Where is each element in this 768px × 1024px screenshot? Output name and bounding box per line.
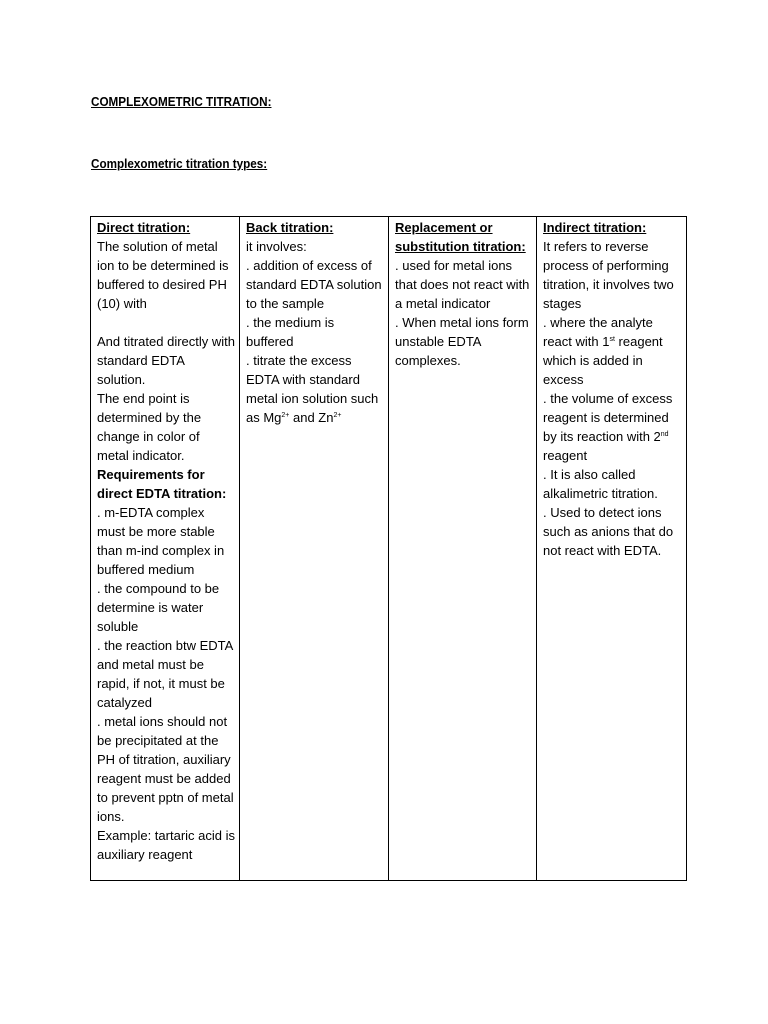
indirect-text-line: . It is also called alkalimetric titration. [543,467,658,501]
table-row [91,217,687,881]
indirect-text-fragment: reagent [543,448,588,463]
indirect-text-fragment: . the volume of excess reagent is determined by its reaction with 2 [543,391,673,444]
replacement-titration-cell [389,217,537,881]
section-heading: Complexometric titration types: [91,156,268,171]
indirect-text-line [543,389,682,465]
direct-text-p2: And titrated directly with standard EDTA solution. [97,334,236,387]
back-text-fragment: and Zn [289,410,334,425]
indirect-text-line: It refers to reverse process of performing titration, it involves two stages [543,239,674,311]
requirement-item: . the reaction btw EDTA and metal must be rapid, if not, it must be catalyzed [97,638,233,710]
back-text-line [246,351,384,427]
direct-titration-cell [91,217,240,881]
superscript: 2+ [281,412,290,419]
requirement-item: . the compound to be determine is water soluble [97,581,220,634]
requirement-item: . m-EDTA complex must be more stable than m-ind complex in buffered medium [97,505,225,577]
titration-types-table [90,216,687,881]
back-text-line: . the medium is buffered [246,315,335,349]
indirect-titration-header: Indirect titration: [543,220,647,235]
indirect-titration-cell [537,217,687,881]
example-text: Example: tartaric acid is auxiliary reagent [97,828,235,862]
superscript: 2+ [333,412,342,419]
direct-text-p3: The end point is determined by the change in color of metal indicator. [97,391,202,463]
requirements-heading: Requirements for direct EDTA titration: [97,467,227,501]
paragraph-gap [97,313,235,332]
indirect-text-fragment: reagent which is added in excess [543,334,663,387]
back-text-fragment: . titrate the excess EDTA with standard metal ion solution such as Mg [246,353,379,425]
replacement-titration-header: Replacement or substitution titration: [395,220,526,254]
replacement-text-line: . used for metal ions that does not react with a metal indicator [395,258,530,311]
back-text-line: it involves: [246,239,307,254]
direct-text-p1: The solution of metal ion to be determined is buffered to desired PH (10) with [97,239,229,311]
back-titration-cell [240,217,389,881]
replacement-text-line: . When metal ions form unstable EDTA complexes. [395,315,529,368]
indirect-text-line [543,313,682,389]
indirect-text-fragment: . where the analyte react with 1 [543,315,653,349]
requirement-item: . metal ions should not be precipitated at the PH of titration, auxiliary reagent must be added to prevent pptn of metal ions. [97,714,234,824]
superscript: nd [660,431,669,438]
back-text-line: . addition of excess of standard EDTA solution to the sample [246,258,382,311]
back-titration-header: Back titration: [246,220,334,235]
superscript: st [609,336,615,343]
direct-titration-header: Direct titration: [97,220,191,235]
document-title: COMPLEXOMETRIC TITRATION: [91,94,272,109]
indirect-text-line: . Used to detect ions such as anions that do not react with EDTA. [543,505,674,558]
